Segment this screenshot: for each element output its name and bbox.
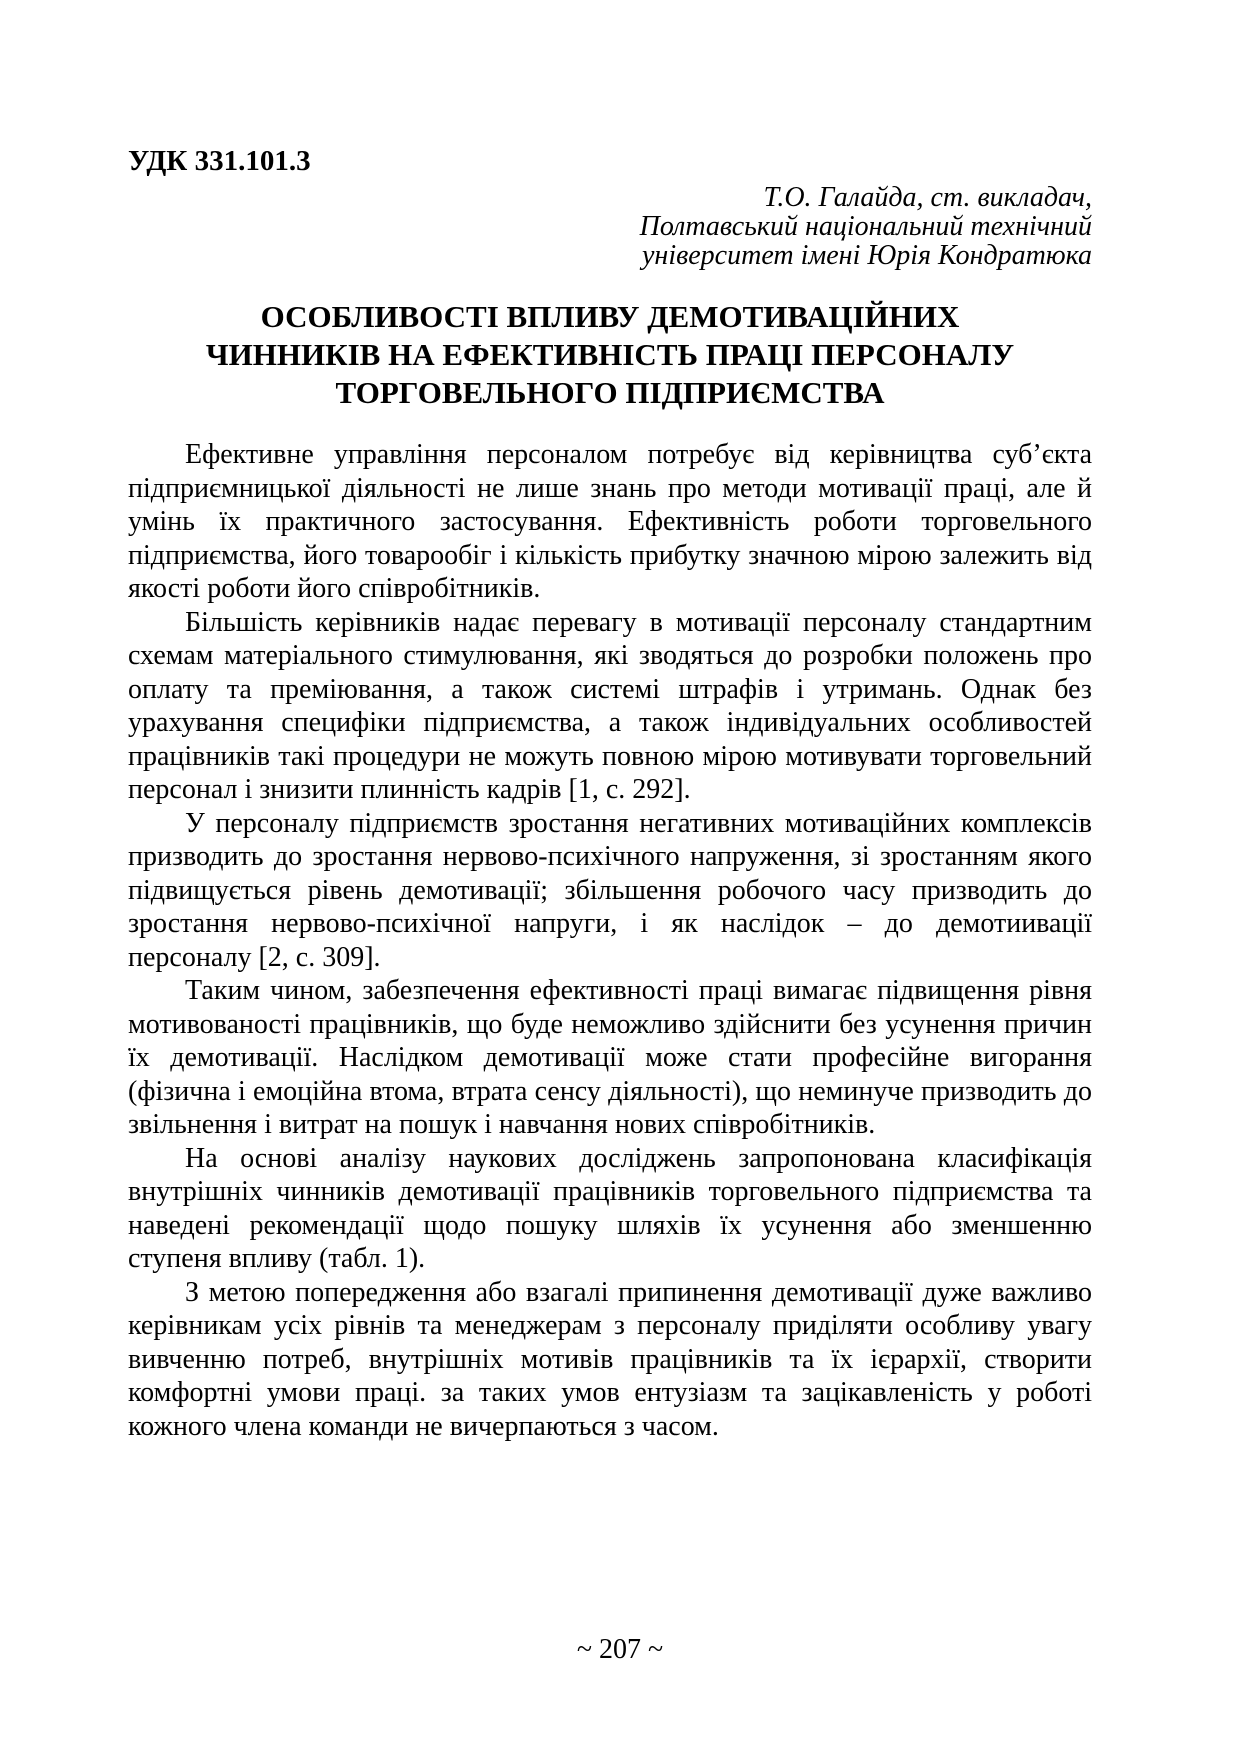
page-number: ~ 207 ~	[576, 1634, 664, 1665]
article-body	[128, 438, 1092, 1443]
article-title	[128, 298, 1092, 412]
paragraph-1: Ефективне управління персоналом потребує від керівництва суб’єкта підприємницької діяльності не лише знань про методи мотивації праці, але й умінь їх практичного застосування. Ефективність роботи торговельного підприємства, його товарообіг і кількість прибутку значною мірою залежить від якості роботи його співробітників.	[128, 439, 1092, 604]
paragraph-2: Більшість керівників надає перевагу в мотивації персоналу стандартним схемам матеріального стимулювання, які зводяться до розробки положень про оплату та преміювання, а також системі штрафів і утримань. Однак без урахування специфіки підприємства, а також індивідуальних особливостей працівників такі процедури не можуть повною мірою мотивувати торговельний персонал і знизити плинність кадрів [1, с. 292].	[128, 606, 1092, 805]
paragraph-6: З метою попередження або взагалі припинення демотивації дуже важливо керівникам усіх рівнів та менеджерам з персоналу приділяти особливу увагу вивченню потреб, внутрішніх мотивів працівників та їх ієрархії, створити комфортні умови праці. за таких умов ентузіазм та зацікавленість у роботі кожного члена команди не вичерпаються з часом.	[128, 1276, 1092, 1442]
author-line-affiliation-2: університет імені Юрія Кондратюка	[642, 240, 1092, 271]
article-title-line-2: ЧИННИКІВ НА ЕФЕКТИВНІСТЬ ПРАЦІ ПЕРСОНАЛУ	[205, 337, 1015, 372]
paragraph-4: Таким чином, забезпечення ефективності праці вимагає підвищення рівня мотивованості працівників, що буде неможливо здійснити без усунення причин їх демотивації. Наслідком демотивації може стати професійне вигорання (фізична і емоційна втома, втрата сенсу діяльності), що неминуче призводить до звільнення і витрат на пошук і навчання нових співробітників.	[128, 975, 1092, 1140]
article-title-line-3: ТОРГОВЕЛЬНОГО ПІДПРИЄМСТВА	[335, 375, 885, 410]
author-line-affiliation-1: Полтавський національний технічний	[639, 211, 1092, 242]
paragraph-3: У персоналу підприємств зростання негативних мотиваційних комплексів призводить до зростання нервово-психічного напруження, зі зростанням якого підвищується рівень демотивації; збільшення робочого часу призводить до зростання нервово-психічної напруги, і як наслідок – до демотиивації персоналу [2, с. 309].	[128, 807, 1092, 973]
paragraph-5: На основі аналізу наукових досліджень запропонована класифікація внутрішніх чинників демотивації працівників торговельного підприємства та наведені рекомендації щодо пошуку шляхів їх усунення або зменшенню ступеня впливу (табл. 1).	[128, 1142, 1092, 1274]
author-line-name: Т.О. Галайда, ст. викладач,	[763, 182, 1092, 213]
udc-label: УДК 331.101.3	[128, 145, 311, 177]
article-title-line-1: ОСОБЛИВОСТІ ВПЛИВУ ДЕМОТИВАЦІЙНИХ	[260, 299, 960, 334]
author-block	[128, 183, 1092, 270]
